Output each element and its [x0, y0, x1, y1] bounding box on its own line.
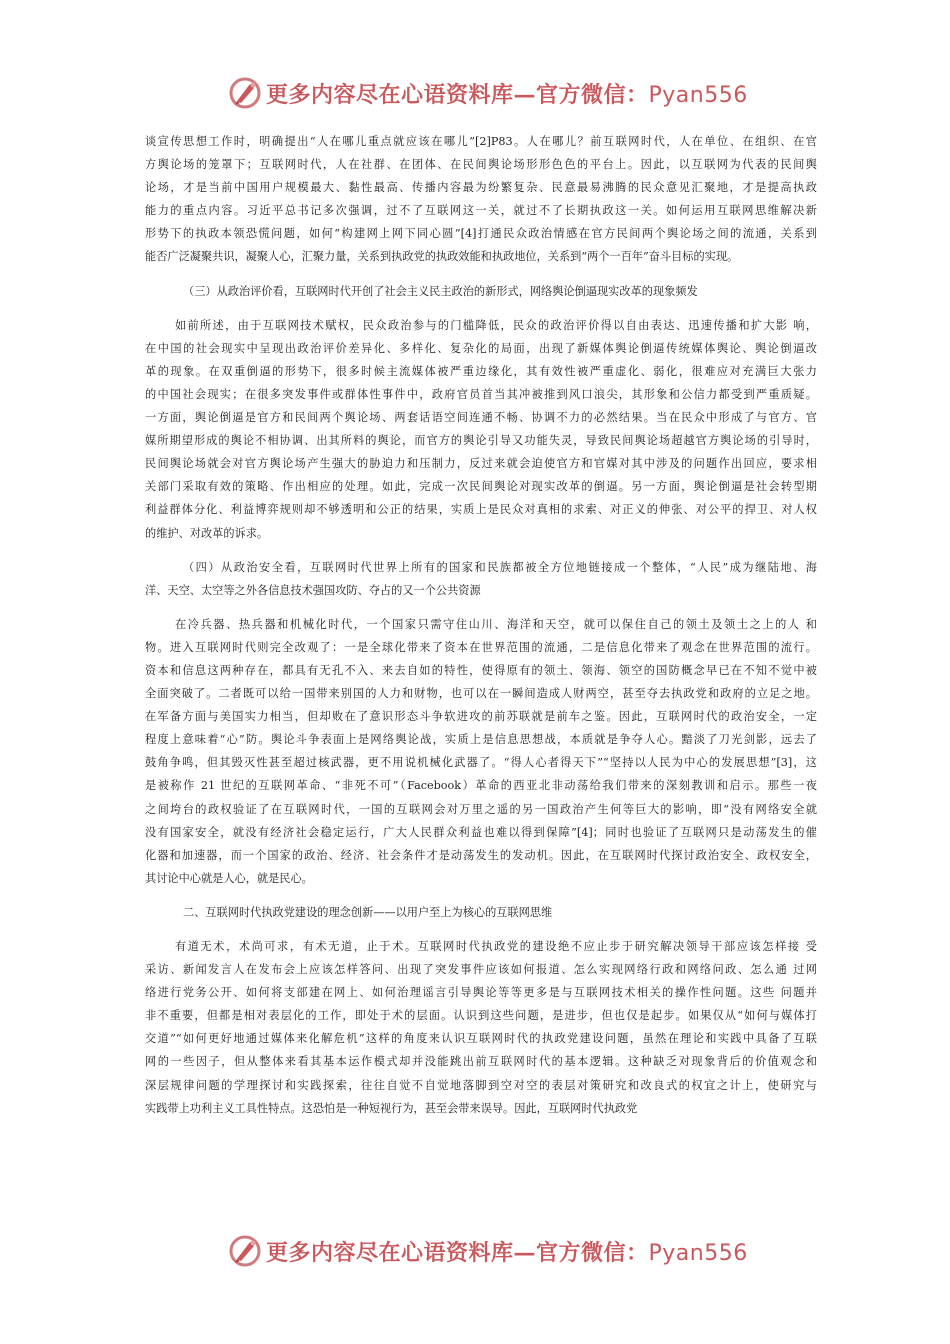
text-line: 关部门采取有效的策略、作出相应的处理。如此，完成一次民间舆论对现实改革的倒逼。另一方面，舆论倒逼是社会转型期	[145, 480, 817, 494]
text-line: 一方面，舆论倒逼是官方和民间两个舆论场、两套话语空间连通不畅、协调不力的必然结果。当在民众中形成了与官方、官	[145, 411, 817, 425]
pen-leaf-logo-icon	[228, 1234, 262, 1268]
section-heading	[145, 280, 817, 303]
paragraph-gap	[145, 269, 817, 280]
banner-text: 更多内容尽在心语资料库—官方微信：	[266, 1239, 649, 1266]
paragraph	[145, 130, 817, 269]
text-line: 二、互联网时代执政党建设的理念创新——以用户至上为核心的互联网思维	[183, 905, 553, 919]
text-line: （四）从政治安全看，互联网时代世界上所有的国家和民族都被全方位地链接成一个整体，“人民”成为继陆地、海	[183, 560, 817, 574]
paragraph-gap	[145, 924, 817, 935]
text-line: 如前所述，由于互联网技术赋权，民众政治参与的门槛降低，民众的政治评价得以自由表达、迅速传播和扩大影 响，	[175, 318, 817, 332]
text-line: 其讨论中心就是人心，就是民心。	[145, 871, 313, 885]
pen-leaf-logo-icon	[228, 76, 262, 110]
text-line: 论场，才是当前中国用户规模最大、黏性最高、传播内容最为纷繁复杂、民意最易沸腾的民众意见汇聚地，才是提高执政	[145, 181, 817, 195]
section-heading	[145, 556, 817, 602]
document-body	[145, 130, 817, 1120]
footer-banner	[228, 1234, 748, 1268]
text-line: 化器和加速器，而一个国家的政治、经济、社会条件才是动荡发生的发动机。因此，在互联网时代探讨政治安全、政权安全，	[145, 848, 817, 862]
text-line: 网的一些因子，但从整体来看其基本运作模式却并没能跳出前互联网时代的基本逻辑。这种缺乏对现象背后的价值观念和	[145, 1055, 817, 1069]
text-line: 资本和信息这两种存在，都具有无孔不入、来去自如的特性，使得原有的领土、领海、领空的国防概念早已在不知不觉中被	[145, 663, 817, 677]
text-line: 革的现象。在双重倒逼的形势下，很多时候主流媒体被严重边缘化，其有效性被严重虚化、弱化，很难应对充满巨大张力	[145, 364, 817, 378]
text-line: 有道无术，术尚可求，有术无道，止于术。互联网时代执政党的建设绝不应止步于研究解决领导干部应该怎样接 受	[175, 940, 817, 953]
text-line: 交道”“如何更好地通过媒体来化解危机”这样的角度来认识互联网时代的执政党建设问题，虽然在理论和实践中具备了互联	[145, 1032, 817, 1046]
paragraph-gap	[145, 602, 817, 613]
text-line: （三）从政治评价看，互联网时代开创了社会主义民主政治的新形式，网络舆论倒逼现实改革的现象频发	[183, 284, 698, 298]
paragraph-gap	[145, 890, 817, 901]
text-line: 实践带上功利主义工具性特点。这恐怕是一种短视行为，甚至会带来误导。因此，互联网时代执政党	[145, 1101, 638, 1115]
wechat-id: Pyan556	[648, 1240, 748, 1266]
paragraph	[145, 935, 817, 1120]
text-line: 程度上意味着“心”防。舆论斗争表面上是网络舆论战，实质上是信息思想战，本质就是争夺人心。黯淡了刀光剑影，远去了	[145, 733, 817, 747]
text-line: 的中国社会现实；在很多突发事件或群体性事件中，政府官员首当其冲被推到风口浪尖，其形象和公信力都受到严重质疑。	[145, 387, 817, 401]
banner-text: 更多内容尽在心语资料库—官方微信：	[266, 81, 649, 108]
text-line: 是被称作 21 世纪的互联网革命、“非死不可”（Facebook）革命的西亚北非动荡给我们带来的深刻教训和启示。那些一夜	[145, 779, 817, 793]
text-line: 的维护、对改革的诉求。	[145, 526, 269, 540]
paragraph-gap	[145, 545, 817, 556]
text-line: 利益群体分化、利益博弈规则却不够透明和公正的结果，实质上是民众对真相的求索、对正义的伸张、对公平的捍卫、对人权	[145, 503, 817, 517]
text-line: 采访、新闻发言人在发布会上应该怎样答问、出现了突发事件应该如何报道、怎么实现网络行政和网络问政、怎么通 过网	[145, 963, 817, 977]
text-line: 形势下的执政本领恐慌问题，如何“构建网上网下同心圆”[4]打通民众政治情感在官方民间两个舆论场之间的流通，关系到	[145, 227, 817, 241]
text-line: 鼓角争鸣，但其毁灭性甚至超过核武器，更不用说机械化武器了。“得人心者得天下”“坚持以人民为中心的发展思想”[3]，这	[145, 756, 817, 770]
text-line: 方舆论场的笼罩下；互联网时代，人在社群、在团体、在民间舆论场形形色色的平台上。因此，以互联网为代表的民间舆	[145, 158, 817, 172]
text-line: 之间垮台的政权验证了在互联网时代，一国的互联网会对万里之遥的另一国政治产生何等巨大的影响，即“没有网络安全就	[145, 802, 817, 816]
text-line: 能力的重点内容。习近平总书记多次强调，过不了互联网这一关，就过不了长期执政这一关。如何运用互联网思维解决新	[145, 204, 817, 218]
paragraph	[145, 613, 817, 890]
text-line: 洋、天空、太空等之外各信息技术强国攻防、夺占的又一个公共资源	[145, 583, 481, 597]
text-line: 没有国家安全，就没有经济社会稳定运行，广大人民群众利益也难以得到保障”[4]；同时也验证了互联网只是动荡发生的催	[145, 825, 817, 839]
text-line: 民间舆论场就会对官方舆论场产生强大的胁迫力和压制力，反过来就会迫使官方和官媒对其中涉及的问题作出回应，要求相	[145, 457, 817, 471]
text-line: 在中国的社会现实中呈现出政治评价差异化、多样化、复杂化的局面，出现了新媒体舆论倒逼传统媒体舆论、舆论倒逼改	[145, 341, 817, 355]
text-line: 物。进入互联网时代则完全改观了：一是全球化带来了资本在世界范围的流通，二是信息化带来了观念在世界范围的流行。	[145, 640, 817, 654]
paragraph-gap	[145, 303, 817, 314]
text-line: 在军备方面与美国实力相当，但却败在了意识形态斗争软进攻的前苏联就是前车之鉴。因此，互联网时代的政治安全，一定	[145, 710, 817, 724]
text-line: 媒所期望形成的舆论不相协调、出其所料的舆论，而官方的舆论引导又功能失灵，导致民间舆论场超越官方舆论场的引导时，	[145, 434, 817, 448]
section-heading	[145, 901, 817, 924]
text-line: 谈宣传思想工作时，明确提出“人在哪儿重点就应该在哪儿”[2]P83。人在哪儿？前互联网时代，人在单位、在组织、在官	[145, 135, 817, 148]
wechat-id: Pyan556	[648, 82, 748, 108]
text-line: 络进行党务公开、如何将支部建在网上、如何治理谣言引导舆论等等更多是与互联网技术相关的操作性问题。这些 问题并	[145, 986, 817, 1000]
header-banner	[228, 76, 748, 110]
text-line: 全面突破了。二者既可以给一国带来别国的人力和财物，也可以在一瞬间造成人财两空，甚至夺去执政党和政府的立足之地。	[145, 687, 817, 701]
paragraph	[145, 314, 817, 545]
text-line: 非不重要，但都是相对表层化的工作，即处于术的层面。认识到这些问题，是进步，但也仅是起步。如果仅从“如何与媒体打	[145, 1009, 817, 1023]
text-line: 深层规律问题的学理探讨和实践探索，往往自觉不自觉地落脚到空对空的表层对策研究和改良式的权宜之计上，使研究与	[145, 1078, 817, 1092]
text-line: 能否广泛凝聚共识，凝聚人心，汇聚力量，关系到执政党的执政效能和执政地位，关系到“两个一百年”奋斗目标的实现。	[145, 250, 739, 264]
text-line: 在冷兵器、热兵器和机械化时代，一个国家只需守住山川、海洋和天空，就可以保住自己的领土及领土之上的人 和	[175, 617, 817, 631]
